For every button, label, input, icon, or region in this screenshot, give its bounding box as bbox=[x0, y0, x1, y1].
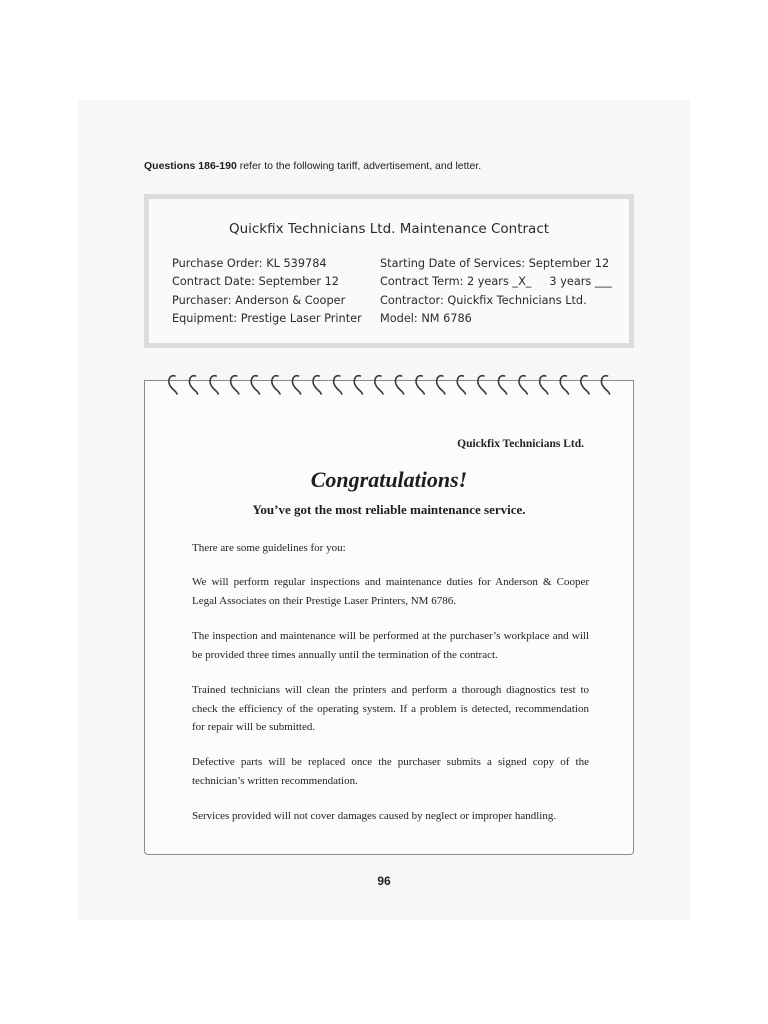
spiral-ring bbox=[602, 376, 610, 394]
contract-term-field: Contract Term: 2 years _X_ 3 years ___ bbox=[380, 275, 612, 289]
spiral-ring bbox=[478, 376, 486, 394]
advertisement-notepad bbox=[144, 380, 634, 855]
spiral-ring bbox=[354, 376, 362, 394]
spiral-ring bbox=[457, 376, 465, 394]
headline: Congratulations! bbox=[310, 467, 468, 492]
page-number: 96 bbox=[377, 874, 391, 888]
spiral-ring bbox=[272, 376, 280, 394]
guideline-paragraph: Services provided will not cover damages caused by neglect or improper handling. bbox=[192, 810, 557, 822]
intro-text: refer to the following tariff, advertisement, and letter. bbox=[236, 160, 482, 172]
contract-box bbox=[144, 194, 634, 348]
model-field: Model: NM 6786 bbox=[380, 311, 472, 325]
spiral-ring bbox=[210, 376, 218, 394]
spiral-ring bbox=[293, 376, 301, 394]
purchase-order-field: Purchase Order: KL 539784 bbox=[172, 257, 327, 270]
spiral-ring bbox=[231, 376, 239, 394]
spiral-ring bbox=[560, 376, 568, 394]
contract-right-column bbox=[380, 255, 612, 328]
contractor-field: Contractor: Quickfix Technicians Ltd. bbox=[380, 293, 587, 307]
spiral-ring bbox=[375, 376, 383, 394]
spiral-ring bbox=[416, 376, 424, 394]
spiral-ring bbox=[540, 376, 548, 394]
question-range: Questions 186-190 bbox=[144, 160, 237, 172]
contract-date-field: Contract Date: September 12 bbox=[172, 275, 339, 289]
guideline-paragraph: Defective parts will be replaced once the purchaser submits a signed copy of the technician’s written recommendation. bbox=[192, 756, 589, 787]
spiral-ring bbox=[251, 376, 259, 394]
spiral-ring bbox=[169, 376, 177, 394]
spiral-ring bbox=[437, 376, 445, 394]
spiral-ring bbox=[396, 376, 404, 394]
guideline-paragraph: Trained technicians will clean the printers and perform a thorough diagnostics test to check the efficiency of the operating system. If a problem is detected, recommendation for repair will be submitted. bbox=[192, 684, 589, 733]
spiral-ring bbox=[519, 376, 527, 394]
spiral-ring bbox=[581, 376, 589, 394]
contract-title: Quickfix Technicians Ltd. Maintenance Contract bbox=[228, 221, 550, 237]
starting-date-field: Starting Date of Services: September 12 bbox=[380, 257, 610, 270]
guideline-paragraph: The inspection and maintenance will be performed at the purchaser’s workplace and will be provided three times annually until the termination of the contract. bbox=[192, 630, 589, 661]
contract-left-column bbox=[172, 255, 362, 328]
spiral-binding bbox=[162, 370, 622, 398]
spiral-ring bbox=[499, 376, 507, 394]
spiral-ring bbox=[190, 376, 198, 394]
subheadline: You’ve got the most reliable maintenance service. bbox=[252, 502, 526, 517]
purchaser-field: Purchaser: Anderson & Cooper bbox=[172, 293, 346, 307]
guidelines-intro: There are some guidelines for you: bbox=[192, 542, 346, 554]
questions-intro bbox=[144, 160, 481, 172]
spiral-ring bbox=[334, 376, 342, 394]
guideline-paragraph: We will perform regular inspections and maintenance duties for Anderson & Cooper Legal Associates on their Prestige Laser Printers, NM 6786. bbox=[192, 576, 589, 607]
equipment-field: Equipment: Prestige Laser Printer bbox=[172, 311, 362, 325]
spiral-ring bbox=[313, 376, 321, 394]
company-name: Quickfix Technicians Ltd. bbox=[457, 438, 584, 450]
